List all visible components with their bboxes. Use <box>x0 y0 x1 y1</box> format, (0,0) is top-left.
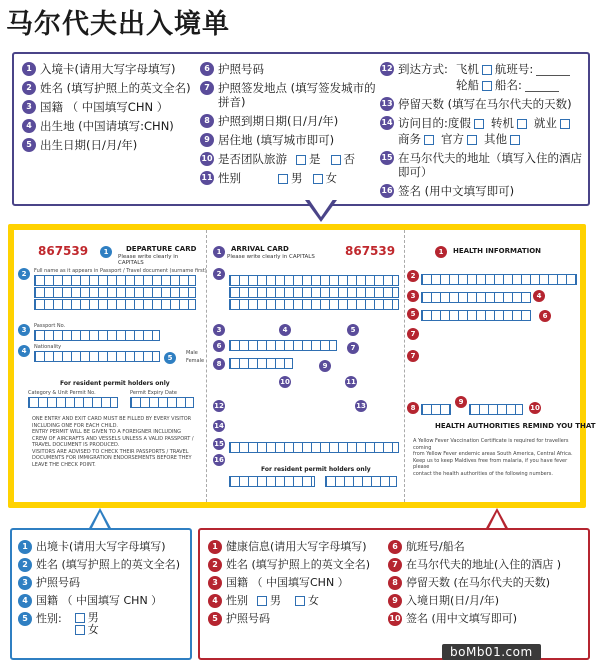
checkbox-no[interactable] <box>331 155 341 165</box>
callout-7: 7 <box>407 328 419 340</box>
instruction-text: 性别 <box>226 594 248 607</box>
callout-3: 3 <box>407 290 419 302</box>
permit-expiry-boxes[interactable] <box>130 397 194 408</box>
option-label: 度假 <box>447 116 471 130</box>
step-number-badge: 1 <box>208 540 222 554</box>
callout-5: 5 <box>407 308 419 320</box>
note-line: from Yellow Fever endemic areas South America, Central Africa. <box>413 451 573 457</box>
instruction-item <box>200 171 378 185</box>
note-line: TRAVEL DOCUMENT IS PRODUCED. <box>32 442 120 448</box>
callout-9: 9 <box>319 360 331 372</box>
callout-15: 15 <box>214 440 224 448</box>
option-label: 就业 <box>533 116 557 130</box>
callout-16: 16 <box>214 456 224 464</box>
category-boxes[interactable] <box>229 476 315 487</box>
step-number-badge: 3 <box>22 100 36 114</box>
instruction-item <box>18 612 186 636</box>
checkbox-female[interactable] <box>295 596 305 606</box>
instruction-text: 签名 (用中文填写即可) <box>406 612 518 625</box>
female-label: Female <box>186 358 205 364</box>
note-line: A Yellow Fever Vaccination Certificate is required for travellers coming <box>413 438 569 451</box>
callout-2: 2 <box>407 270 419 282</box>
step-number-badge: 4 <box>208 594 222 608</box>
instruction-text: 签名 (用中文填写即可) <box>398 184 515 198</box>
callout-7b: 7 <box>407 350 419 362</box>
site-watermark: boMb01.com <box>442 644 541 660</box>
callout-pointer-inner <box>308 198 334 217</box>
instruction-item <box>388 594 584 608</box>
expiry-boxes[interactable] <box>229 358 293 369</box>
instruction-text: 入境日期(日/月/年) <box>406 594 499 607</box>
instruction-item <box>208 594 388 608</box>
option-group <box>72 612 99 636</box>
callout-13: 13 <box>356 402 366 410</box>
step-number-badge: 15 <box>380 151 394 165</box>
instruction-item <box>208 540 388 554</box>
callout-3: 3 <box>18 324 30 336</box>
instruction-text: 在马尔代夫的地址(入住的酒店 ) <box>406 558 562 571</box>
step-number-badge: 16 <box>380 184 394 198</box>
address-boxes[interactable] <box>229 442 399 453</box>
instruction-text: 健康信息(请用大写字母填写) <box>226 540 367 553</box>
departure-notes <box>32 416 200 468</box>
callout-1: 1 <box>213 246 225 258</box>
callout-8: 8 <box>213 358 225 370</box>
instruction-item <box>18 594 186 608</box>
checkbox-male[interactable] <box>278 174 288 184</box>
stay-days-boxes[interactable] <box>421 404 451 415</box>
yellow-fever-notice <box>413 438 579 477</box>
callout-6: 6 <box>213 340 225 352</box>
checkbox-ship[interactable] <box>482 81 492 91</box>
instruction-text: 是否团队旅游 <box>218 152 287 166</box>
arrival-card-title: ARRIVAL CARD <box>231 245 289 253</box>
option-label: 其他 <box>484 132 507 146</box>
step-number-badge: 3 <box>18 576 32 590</box>
checkbox-female[interactable] <box>313 174 323 184</box>
instruction-item <box>208 558 388 572</box>
instruction-item <box>388 558 584 572</box>
instruction-item <box>388 540 584 554</box>
resident-only-heading: For resident permit holders only <box>60 380 170 387</box>
instruction-item <box>200 62 378 76</box>
callout-10: 10 <box>280 378 290 386</box>
arrival-date-boxes[interactable] <box>469 404 523 415</box>
passport-boxes[interactable] <box>229 340 337 351</box>
step-number-badge: 9 <box>200 133 214 147</box>
step-number-badge: 7 <box>388 558 402 572</box>
immigration-card-sample <box>8 224 596 508</box>
step-number-badge: 6 <box>388 540 402 554</box>
callout-3: 3 <box>213 324 225 336</box>
name-boxes-row[interactable] <box>34 287 196 298</box>
arrival-method-item <box>380 62 584 92</box>
card-body <box>14 230 596 502</box>
option-label: 是 <box>309 152 321 166</box>
option-label: 轮船 <box>456 78 479 92</box>
instruction-text: 姓名 (填写护照上的英文全名) <box>226 558 371 571</box>
instruction-text: 访问目的: <box>398 116 448 130</box>
callout-11: 11 <box>346 378 356 386</box>
health-authorities-heading: HEALTH AUTHORITIES REMIND YOU THAT <box>435 422 596 430</box>
callout-2: 2 <box>18 268 30 280</box>
instruction-text: 出生地 (中国请填写:CHN) <box>40 119 174 133</box>
instruction-text: 在马尔代夫的地址（填写入住的酒店即可） <box>398 151 582 179</box>
step-number-badge: 1 <box>22 62 36 76</box>
callout-8: 8 <box>407 402 419 414</box>
instruction-text: 到达方式: <box>398 62 448 76</box>
passport-boxes[interactable] <box>34 330 160 341</box>
instruction-item <box>200 133 378 147</box>
instruction-item <box>208 612 388 626</box>
checkbox-official[interactable] <box>467 135 477 145</box>
option-group <box>293 152 355 166</box>
instruction-text: 护照号码 <box>218 62 264 76</box>
callout-5: 5 <box>347 324 359 336</box>
arrival-card-subtitle: Please write clearly in CAPITALS <box>227 254 315 260</box>
health-instructions-panel <box>198 528 590 660</box>
option-group <box>275 171 337 185</box>
instruction-text: 护照号码 <box>226 612 270 625</box>
option-label: 女 <box>325 171 337 185</box>
step-number-badge: 2 <box>18 558 32 572</box>
instruction-item <box>380 184 584 198</box>
instruction-item <box>22 138 197 152</box>
step-number-badge: 5 <box>18 612 32 626</box>
option-label: 航班号: <box>494 62 534 76</box>
departure-card-number: 867539 <box>38 244 89 258</box>
instructions-column-1 <box>22 62 197 157</box>
instruction-item <box>388 612 584 626</box>
arrival-method-options <box>398 62 570 92</box>
nationality-label: Nationality <box>34 344 62 350</box>
visit-purpose-options <box>398 116 573 146</box>
name-boxes-row[interactable] <box>229 299 399 310</box>
health-card-section <box>404 230 596 502</box>
instruction-item <box>380 151 584 179</box>
departure-card-title: DEPARTURE CARD <box>126 245 197 253</box>
option-label: 女 <box>308 594 319 607</box>
checkbox-male[interactable] <box>75 613 85 623</box>
instruction-item <box>200 114 378 128</box>
visit-purpose-item <box>380 116 584 146</box>
step-number-badge: 13 <box>380 97 394 111</box>
step-number-badge: 5 <box>22 138 36 152</box>
callout-10: 10 <box>530 404 540 412</box>
instruction-text: 停留天数 (填写在马尔代夫的天数) <box>398 97 572 111</box>
option-label: 官方 <box>441 132 464 146</box>
note-line: INCLUDING ONE FOR EACH CHILD. <box>32 422 119 429</box>
callout-4: 4 <box>533 290 545 302</box>
step-number-badge: 7 <box>200 81 214 95</box>
step-number-badge: 5 <box>208 612 222 626</box>
instruction-text: 护照号码 <box>36 576 80 589</box>
arrival-instructions-panel <box>12 52 590 206</box>
step-number-badge: 4 <box>18 594 32 608</box>
nationality-boxes[interactable] <box>34 351 160 362</box>
note-line: DOCUMENTS FOR IMMIGRATION ENDORSEMENTS BEFORE THEY <box>32 455 192 461</box>
note-line: contact the health authorities of the following numbers. <box>413 470 553 477</box>
instruction-text: 性别: <box>36 612 62 625</box>
instruction-text: 国籍 （ 中国填写 CHN ） <box>36 594 163 607</box>
step-number-badge: 8 <box>200 114 214 128</box>
health-column-1 <box>208 540 388 630</box>
arrival-card-section <box>206 230 405 502</box>
checkbox-yes[interactable] <box>296 155 306 165</box>
instruction-item <box>388 576 584 590</box>
step-number-badge: 6 <box>200 62 214 76</box>
callout-7: 7 <box>347 342 359 354</box>
name-boxes-row[interactable] <box>421 274 577 285</box>
checkbox-vacation[interactable] <box>474 119 484 129</box>
instruction-text: 护照签发地点 (填写签发城市的拼音) <box>218 81 376 109</box>
step-number-badge: 8 <box>388 576 402 590</box>
resident-only-heading: For resident permit holders only <box>261 466 371 473</box>
instruction-text: 姓名 (填写护照上的英文全名) <box>36 558 181 571</box>
callout-6: 6 <box>539 310 551 322</box>
instruction-text: 性别 <box>218 171 241 185</box>
step-number-badge: 2 <box>22 81 36 95</box>
step-number-badge: 10 <box>200 152 214 166</box>
name-boxes-row[interactable] <box>229 275 399 286</box>
instruction-item <box>380 97 584 111</box>
step-number-badge: 10 <box>388 612 402 626</box>
permit-expiry-label: Permit Expiry Date <box>130 390 177 396</box>
callout-12: 12 <box>214 402 224 410</box>
permit-expiry-boxes[interactable] <box>325 476 397 487</box>
checkbox-employment[interactable] <box>560 119 570 129</box>
callout-1: 1 <box>100 246 112 258</box>
instruction-item <box>22 100 197 114</box>
option-label: 船名: <box>495 78 522 92</box>
instruction-item <box>22 81 197 95</box>
option-label: 女 <box>87 623 99 636</box>
instruction-item <box>18 540 186 554</box>
checkbox-male[interactable] <box>257 596 267 606</box>
option-label: 男 <box>270 594 281 607</box>
instruction-text: 出境卡(请用大写字母填写) <box>36 540 166 553</box>
name-boxes-row[interactable] <box>34 299 196 310</box>
fullname-note: Full name as it appears in Passport / Travel document (surname first) <box>34 268 207 274</box>
step-number-badge: 14 <box>380 116 394 130</box>
instruction-text: 国籍 （ 中国填写CHN ） <box>40 100 169 114</box>
instruction-text: 护照到期日期(日/月/年) <box>218 114 339 128</box>
step-number-badge: 2 <box>208 558 222 572</box>
note-line: VISITORS ARE ADVISED TO CHECK THEIR PASSPORTS / TRAVEL <box>32 448 189 455</box>
callout-5: 5 <box>164 352 176 364</box>
instruction-text: 入境卡(请用大写字母填写) <box>40 62 176 76</box>
note-line: ENTRY PERMIT WILL BE GIVEN TO A FOREIGNER INCLUDING <box>32 429 182 435</box>
option-label: 男 <box>291 171 303 185</box>
step-number-badge: 9 <box>388 594 402 608</box>
checkbox-other[interactable] <box>510 135 520 145</box>
option-group <box>254 594 319 608</box>
instruction-text: 姓名 (填写护照上的英文全名) <box>40 81 191 95</box>
option-label: 商务 <box>398 132 421 146</box>
health-column-2 <box>388 540 584 630</box>
step-number-badge: 3 <box>208 576 222 590</box>
note-line: Keep us to keep Maldives free from malaria, if you have fever please <box>413 457 568 470</box>
option-label: 飞机 <box>455 62 479 76</box>
health-card-title: HEALTH INFORMATION <box>453 247 542 255</box>
instruction-item <box>18 558 186 572</box>
instruction-item <box>18 576 186 590</box>
instruction-item <box>200 81 378 109</box>
name-boxes-row[interactable] <box>229 287 399 298</box>
step-number-badge: 12 <box>380 62 394 76</box>
departure-card-subtitle: Please write clearly in CAPITALS <box>118 254 179 266</box>
passport-boxes[interactable] <box>421 310 531 321</box>
callout-14: 14 <box>214 422 224 430</box>
instructions-column-3 <box>380 62 584 203</box>
instruction-text: 航班号/船名 <box>406 540 465 553</box>
nationality-boxes[interactable] <box>421 292 531 303</box>
step-number-badge: 11 <box>200 171 214 185</box>
callout-9: 9 <box>455 396 467 408</box>
callout-1: 1 <box>435 246 447 258</box>
callout-2: 2 <box>213 268 225 280</box>
instruction-item <box>200 152 378 166</box>
instruction-item <box>22 62 197 76</box>
instruction-item <box>22 119 197 133</box>
callout-4: 4 <box>18 345 30 357</box>
page-title: 马尔代夫出入境单 <box>6 9 230 40</box>
male-label: Male <box>186 350 198 356</box>
note-line: ONE ENTRY AND EXIT CARD MUST BE FILLED BY EVERY VISITOR <box>32 416 192 422</box>
note-line: CREW OF AIRCRAFTS AND VESSELS UNLESS A VALID PASSPORT / <box>32 435 194 442</box>
flight-number-line[interactable] <box>536 75 570 76</box>
instructions-column-2 <box>200 62 378 190</box>
name-boxes-row[interactable] <box>34 275 196 286</box>
option-label: 转机 <box>490 116 514 130</box>
option-label: 否 <box>343 152 355 166</box>
option-label: 男 <box>87 611 99 624</box>
checkbox-transit[interactable] <box>517 119 527 129</box>
instruction-text: 停留天数 (在马尔代夫的天数) <box>406 576 551 589</box>
passport-no-label: Passport No. <box>34 323 66 329</box>
step-number-badge: 1 <box>18 540 32 554</box>
instruction-text: 国籍 （ 中国填写CHN ） <box>226 576 349 589</box>
instruction-text: 居住地 (填写城市即可) <box>218 133 335 147</box>
instruction-text: 出生日期(日/月/年) <box>40 138 138 152</box>
step-number-badge: 4 <box>22 119 36 133</box>
checkbox-business[interactable] <box>424 135 434 145</box>
ship-name-line[interactable] <box>525 91 559 92</box>
callout-4: 4 <box>279 324 291 336</box>
instruction-item <box>208 576 388 590</box>
checkbox-female[interactable] <box>75 625 85 635</box>
category-label: Category & Unit Permit No. <box>28 390 96 396</box>
departure-instructions-panel <box>10 528 192 660</box>
note-line: LEAVE THE CHECK POINT. <box>32 461 96 468</box>
checkbox-plane[interactable] <box>482 65 492 75</box>
category-boxes[interactable] <box>28 397 118 408</box>
departure-card-section <box>14 230 207 502</box>
arrival-card-number: 867539 <box>345 244 396 258</box>
